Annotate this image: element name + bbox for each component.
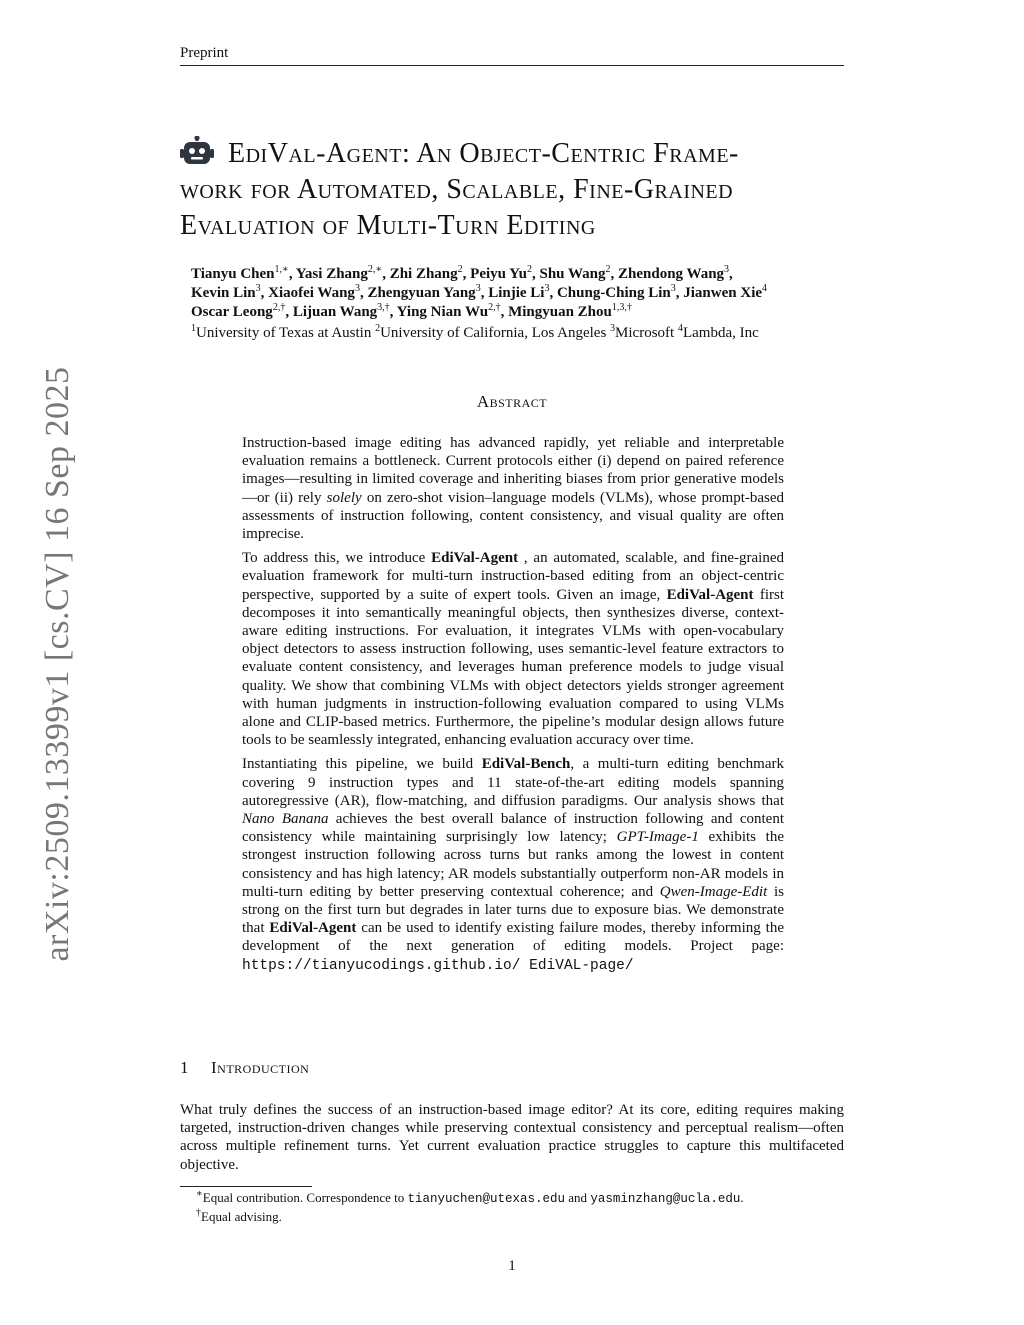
- model-name: Nano Banana: [242, 811, 329, 828]
- section-heading-introduction: [180, 1058, 309, 1078]
- model-name: Qwen-Image-Edit: [659, 883, 768, 900]
- author-list: [191, 265, 851, 322]
- author-affiliation-mark: 4: [762, 283, 768, 294]
- author-affiliation-mark: 1,3,†: [611, 302, 632, 313]
- author-affiliation-mark: 2,†: [488, 302, 501, 313]
- name-bold: EdiVal-Agent: [666, 586, 754, 603]
- author-separator: ,: [389, 304, 397, 320]
- abstract-paragraph-3: [242, 755, 784, 974]
- author-text: Ying Nian Wu: [396, 304, 489, 320]
- affil-sup-2: 2: [375, 323, 381, 334]
- author-separator: ,: [500, 304, 509, 320]
- author-text: Zhendong Wang: [618, 266, 725, 282]
- author-text: Tianyu Chen: [191, 266, 275, 282]
- emphasis: solely: [326, 489, 362, 506]
- text-run: can be used to identify existing failure modes, thereby informing the development of the next generation of editing models. Project page:: [242, 920, 784, 955]
- section-title: Introduction: [211, 1058, 310, 1077]
- author-name: [618, 266, 733, 282]
- author-name: [508, 304, 632, 320]
- author-affiliation-mark: 3: [475, 283, 481, 294]
- author-separator: ,: [729, 266, 733, 282]
- author-affiliation-mark: 3: [354, 283, 360, 294]
- author-affiliation-mark: 2: [457, 264, 463, 275]
- text-run: achieves the best overall balance of instruction following and content consistency while maintaining surprisingly low latency;: [242, 811, 784, 846]
- affil-4: Lambda, Inc: [682, 325, 759, 341]
- affil-sup-1: 1: [191, 323, 196, 334]
- email-link[interactable]: yasminzhang@ucla.edu: [590, 1192, 741, 1206]
- author-name: [470, 266, 539, 282]
- author-separator: ,: [288, 266, 296, 282]
- author-text: Linjie Li: [488, 285, 545, 301]
- author-separator: ,: [675, 285, 684, 301]
- author-affiliation-mark: 3,†: [377, 302, 390, 313]
- text-run: Instantiating this pipeline, we build: [242, 756, 482, 773]
- text-run: and: [565, 1190, 591, 1205]
- title-line-3: Evaluation of Multi-Turn Editing: [180, 210, 596, 241]
- affil-1: University of Texas at Austin: [196, 325, 376, 341]
- author-name: [293, 304, 397, 320]
- author-separator: ,: [382, 266, 390, 282]
- author-name: [367, 285, 488, 301]
- author-name: [683, 285, 767, 301]
- abstract-heading: Abstract: [476, 392, 548, 411]
- author-text: Yasi Zhang: [295, 266, 368, 282]
- footnote-1: [196, 1190, 744, 1207]
- intro-paragraph: What truly defines the success of an instruction-based image editor? At its core, editing requires making targeted, instruction-driven changes while preserving contextual consistency and perceptual realism—often across multiple refinement turns. Yet current evaluation practice struggles to capture this multifaceted objective.: [180, 1102, 844, 1173]
- author-affiliation-mark: 3: [670, 283, 676, 294]
- author-affiliation-mark: 2,∗: [367, 264, 383, 275]
- text-run: is strong on the first turn but degrades in later turns due to exposure bias. We demonstrate that: [242, 883, 784, 937]
- footnote-2: [196, 1209, 282, 1225]
- text-run: To address this, we introduce: [242, 550, 432, 567]
- author-name: [191, 285, 268, 301]
- project-page-link[interactable]: https://tianyucodings.github.io/ EdiVAL-page/: [242, 957, 634, 974]
- title-text-1: EdiVal-Agent: An Object-Centric Frame-: [228, 138, 739, 169]
- affil-sup-4: 4: [677, 323, 683, 334]
- author-name: [539, 266, 618, 282]
- text-run: .: [740, 1190, 744, 1205]
- author-affiliation-mark: 2,†: [272, 302, 286, 313]
- footnote-rule: [180, 1186, 312, 1187]
- author-name: [390, 266, 470, 282]
- name-bold: EdiVal-Agent: [431, 550, 519, 567]
- abstract-paragraph-1: [242, 434, 784, 543]
- affil-sup-3: 3: [610, 323, 616, 334]
- author-separator: ,: [531, 266, 540, 282]
- author-text: Peiyu Yu: [470, 266, 527, 282]
- author-text: Chung-Ching Lin: [556, 285, 671, 301]
- text-run: Equal contribution. Correspondence to: [202, 1190, 408, 1205]
- author-separator: ,: [462, 266, 471, 282]
- author-name: [488, 285, 557, 301]
- author-text: Zhengyuan Yang: [367, 285, 476, 301]
- footnote-mark: ∗: [196, 1188, 203, 1200]
- author-affiliation-mark: 2: [526, 264, 532, 275]
- title-line-1: [180, 136, 848, 172]
- affil-3: Microsoft: [615, 325, 678, 341]
- author-separator: ,: [359, 285, 368, 301]
- model-name: GPT-Image-1: [616, 829, 699, 846]
- abstract-body: [242, 434, 784, 981]
- author-name: [397, 304, 508, 320]
- author-separator: ,: [285, 304, 293, 320]
- author-affiliation-mark: 3: [544, 283, 550, 294]
- section-number: 1: [180, 1058, 189, 1077]
- author-text: Zhi Zhang: [389, 266, 458, 282]
- text-run: on zero-shot vision–language models (VLMs), whose prompt-based assessments of instruction following, content consistency, and visual quality are often imprecise.: [242, 489, 785, 543]
- author-affiliation-mark: 3: [255, 283, 261, 294]
- author-text: Kevin Lin: [191, 285, 256, 301]
- paper-title: [180, 136, 848, 244]
- author-name: [296, 266, 390, 282]
- text-run: Equal advising.: [201, 1209, 282, 1224]
- title-line-2: work for Automated, Scalable, Fine-Grained: [180, 174, 734, 205]
- footnote-mark: †: [196, 1207, 201, 1219]
- author-text: Lijuan Wang: [292, 304, 378, 320]
- author-separator: ,: [480, 285, 489, 301]
- author-affiliation-mark: 2: [605, 264, 611, 275]
- author-name: [191, 304, 293, 320]
- author-separator: ,: [610, 266, 619, 282]
- author-text: Xiaofei Wang: [268, 285, 355, 301]
- name-bold: EdiVal-Agent: [269, 920, 357, 937]
- affiliations: [191, 324, 759, 343]
- text-run: exhibits the strongest instruction following across turns but ranks among the lowest in content consistency and has high latency; AR models substantially outperform non-AR models in multi-turn editing by better preserving contextual coherence; and: [242, 829, 784, 900]
- author-separator: ,: [260, 285, 269, 301]
- page-number: 1: [508, 1258, 516, 1274]
- affil-2: University of California, Los Angeles: [380, 325, 611, 341]
- introduction-body: [180, 1101, 844, 1174]
- header-rule: [180, 65, 844, 66]
- author-separator: ,: [549, 285, 557, 301]
- arxiv-stamp: arXiv:2509.13399v1 [cs.CV] 16 Sep 2025: [39, 366, 76, 962]
- name-bold: EdiVal-Bench: [481, 756, 571, 773]
- author-text: Jianwen Xie: [683, 285, 763, 301]
- author-name: [191, 266, 296, 282]
- text-run: Instruction-based image editing has advanced rapidly, yet reliable and interpretable evaluation remains a bottleneck. Current protocols either (i) depend on paired reference images—resulting in limited coverage and inheriting biases from prior generative models—or (ii) rely: [242, 435, 784, 506]
- author-affiliation-mark: 1,∗: [274, 264, 289, 275]
- author-name: [268, 285, 367, 301]
- author-name: [557, 285, 683, 301]
- running-header: Preprint: [180, 45, 229, 61]
- text-run: , a multi-turn editing benchmark covering 9 instruction types and 11 state-of-the-art editing models spanning autoregressive (AR), flow-matching, and diffusion paradigms. Our analysis shows that: [242, 756, 784, 809]
- author-text: Mingyuan Zhou: [508, 304, 612, 320]
- author-affiliation-mark: 3: [724, 264, 730, 275]
- author-text: Shu Wang: [539, 266, 606, 282]
- text-run: , an automated, scalable, and fine-grained evaluation framework for multi-turn instruction-based editing from an object-centric perspective, supported by a suite of expert tools. Given an image,: [242, 550, 784, 603]
- email-link[interactable]: tianyuchen@utexas.edu: [407, 1192, 566, 1206]
- abstract-paragraph-2: [242, 549, 784, 749]
- author-text: Oscar Leong: [191, 304, 273, 320]
- text-run: first decomposes it into semantically meaningful objects, then synthesizes diverse, context-aware editing instructions. For evaluation, it integrates VLMs with open-vocabulary object detectors to assess instruction following, uses semantic-level feature extractors to evaluate content consistency, and leverages human preference models to judge visual quality. We show that combining VLMs with object detectors yields stronger agreement with human judgments in instruction-following evaluation compared to using VLMs alone and CLIP-based metrics. Furthermore, the pipeline’s modular design allows future tools to be seamlessly integrated, enhancing evaluation accuracy over time.: [242, 586, 784, 749]
- robot-icon: [180, 136, 214, 166]
